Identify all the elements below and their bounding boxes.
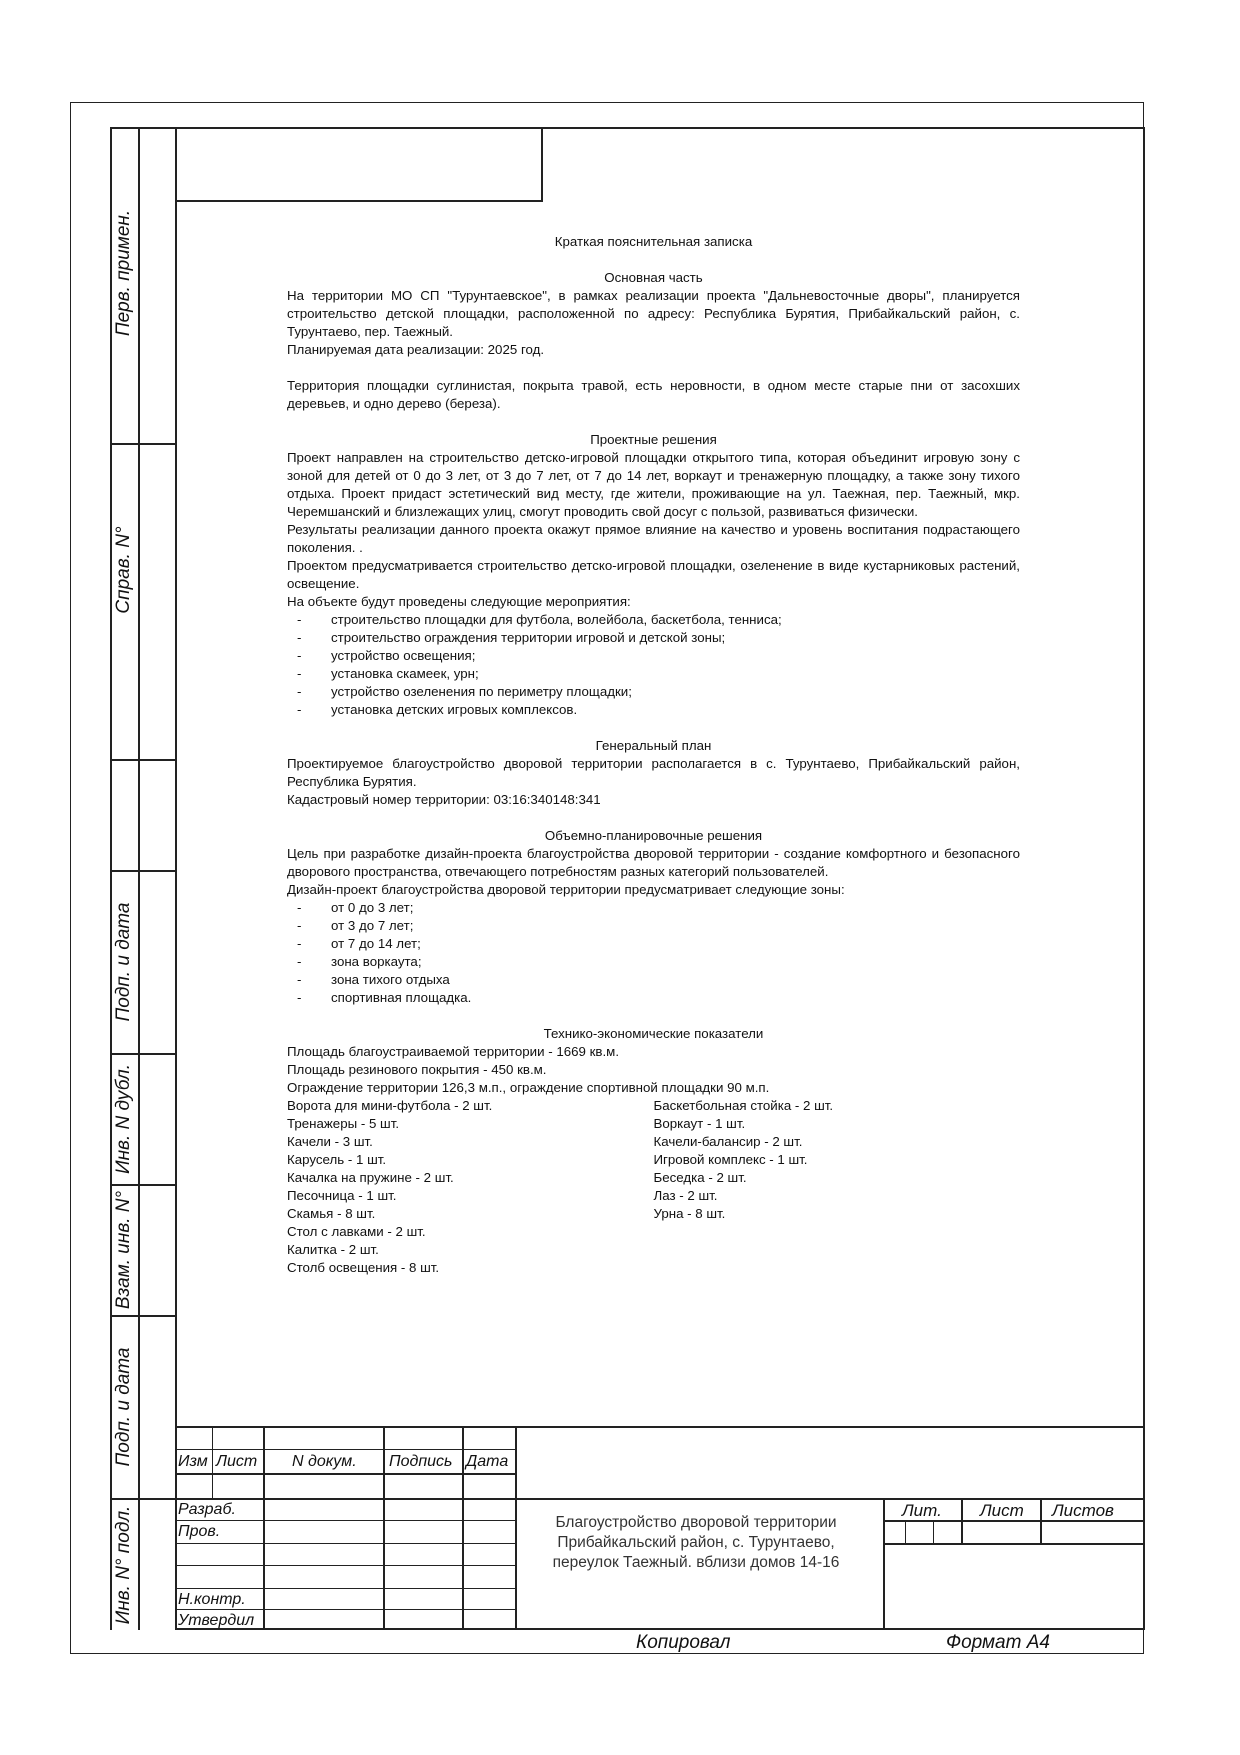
stamp-col-line [883, 1498, 885, 1630]
stamp-col-line [961, 1498, 963, 1544]
equipment-item: Песочница - 1 шт. [287, 1188, 397, 1203]
paragraph: Цель при разработке дизайн-проекта благоустройства дворовой территории - создание комфортного и безопасного дворового пространства, отвечающего потребностям разных категорий пользователей. [287, 846, 1020, 879]
list-item: - зона тихого отдыха [287, 971, 1020, 989]
document-title: Краткая пояснительная записка [554, 234, 753, 249]
stamp-title-line: переулок Таежный. вблизи домов 14-16 [552, 1554, 840, 1571]
stamp-sheet: Лист [980, 1501, 1024, 1520]
stamp-lit: Лит. [902, 1501, 942, 1520]
stamp-title-line: Прибайкальский район, с. Турунтаево, [557, 1534, 835, 1551]
section-heading: Основная часть [604, 270, 703, 285]
list-item: - устройство освещения; [287, 647, 1020, 665]
stamp-col-line [212, 1426, 213, 1498]
section-heading: Проектные решения [590, 432, 717, 447]
equipment-item: Ворота для мини-футбола - 2 шт. [287, 1098, 493, 1113]
stamp-razrab: Разраб. [178, 1501, 236, 1518]
equipment-item: Качели - 3 шт. [287, 1134, 373, 1149]
list-item: - строительство ограждения территории игровой и детской зоны; [287, 629, 1020, 647]
equipment-columns [287, 1097, 1020, 1277]
measures-list [287, 611, 1020, 719]
equipment-item: Карусель - 1 шт. [287, 1152, 387, 1167]
paragraph: На территории МО СП "Турунтаевское", в рамках реализации проекта "Дальневосточные дворы", планируется строительство детской площадки, расположенной по адресу: Республика Бурятия, Прибайкальский район, с. Турунтаево, пер. Таежный. [287, 288, 1020, 339]
stamp-col-line [1040, 1498, 1042, 1544]
section-heading: Генеральный план [595, 738, 712, 753]
top-left-box [175, 127, 543, 202]
stamp-n-kontr: Н.контр. [178, 1591, 246, 1608]
stamp-kopiroval: Копировал [636, 1632, 731, 1653]
equipment-item: Беседка - 2 шт. [653, 1170, 747, 1185]
paragraph: Ограждение территории 126,3 м.п., ограждение спортивной площадки 90 м.п. [287, 1080, 770, 1095]
side-strip-line-b [138, 127, 140, 1630]
equipment-item: Стол с лавками - 2 шт. [287, 1224, 426, 1239]
equipment-item: Качалка на пружине - 2 шт. [287, 1170, 454, 1185]
stamp-row-line [175, 1449, 517, 1450]
stamp-utverdil: Утвердил [178, 1612, 255, 1629]
equipment-item: Игровой комплекс - 1 шт. [653, 1152, 808, 1167]
paragraph: Проект направлен на строительство детско-игровой площадки открытого типа, которая объединит игровую зону с зоной для детей от 0 до 3 лет, от 3 до 7 лет, от 7 до 14 лет, воркаут и тренажерную площадку, а также зону тихого отдыха. Проект придаст эстетический вид месту, где жители, проживающие на ул. Таежная, пер. Таежный, мкр. Черемшанский и близлежащих улиц, смогут проводить свой досуг с пользой, развиваться физически. [287, 450, 1020, 519]
paragraph: Площадь благоустраиваемой территории - 1669 кв.м. [287, 1044, 620, 1059]
paragraph: Дизайн-проект благоустройства дворовой территории предусматривает следующие зоны: [287, 882, 845, 897]
equipment-left-column [287, 1097, 654, 1277]
zones-list [287, 899, 1020, 1007]
list-item: - от 3 до 7 лет; [287, 917, 1020, 935]
side-strip-divider-3 [110, 870, 176, 872]
stamp-top-line [175, 1426, 1145, 1428]
list-item: - от 7 до 14 лет; [287, 935, 1020, 953]
paragraph: Планируемая дата реализации: 2025 год. [287, 342, 545, 357]
stamp-format: Формат А4 [946, 1632, 1050, 1653]
side-label-sprav-no: Справ. N° [113, 526, 134, 614]
list-item: - строительство площадки для футбола, волейбола, баскетбола, тенниса; [287, 611, 1020, 629]
stamp-prov: Пров. [178, 1523, 221, 1540]
equipment-item: Калитка - 2 шт. [287, 1242, 379, 1257]
paragraph: На объекте будут проведены следующие мероприятия: [287, 594, 631, 609]
stamp-sheets: Листов [1052, 1501, 1114, 1520]
side-label-vzam-inv: Взам. инв. N° [113, 1190, 134, 1310]
stamp-row-line [175, 1565, 517, 1566]
equipment-item: Скамья - 8 шт. [287, 1206, 376, 1221]
side-strip-divider-1 [110, 443, 176, 445]
stamp-col-line [905, 1520, 906, 1544]
equipment-item: Урна - 8 шт. [653, 1206, 726, 1221]
paragraph: Кадастровый номер территории: 03:16:340148:341 [287, 792, 601, 807]
paragraph: Проектом предусматривается строительство детско-игровой площадки, озеленение в виде кустарниковых растений, освещение. [287, 558, 1020, 591]
side-label-inv-podl: Инв. N° подл. [113, 1505, 134, 1625]
side-label-podp-data-2: Подп. и дата [113, 1347, 134, 1467]
stamp-row-line [175, 1543, 517, 1544]
document-body [287, 233, 1020, 1277]
stamp-title [518, 1513, 874, 1573]
stamp-row-line [175, 1473, 517, 1475]
stamp-col-line [515, 1426, 517, 1630]
section-heading: Технико-экономические показатели [543, 1026, 764, 1041]
stamp-col-line [462, 1426, 464, 1630]
list-item: - зона воркаута; [287, 953, 1020, 971]
list-item: - устройство озеленения по периметру площадки; [287, 683, 1020, 701]
paragraph: Территория площадки суглинистая, покрыта травой, есть неровности, в одном месте старые пни от засохших деревьев, и одно дерево (береза). [287, 378, 1020, 411]
stamp-row-line [175, 1498, 1145, 1500]
stamp-col-line [383, 1426, 385, 1630]
stamp-n-dokum: N докум. [292, 1453, 357, 1470]
stamp-row-line [175, 1609, 517, 1610]
side-label-podp-data-1: Подп. и дата [113, 902, 134, 1022]
list-item: - от 0 до 3 лет; [287, 899, 1020, 917]
section-heading: Объемно-планировочные решения [544, 828, 763, 843]
equipment-item: Лаз - 2 шт. [653, 1188, 718, 1203]
side-label-perv-primen: Перв. примен. [113, 209, 134, 337]
stamp-title-line: Благоустройство дворовой территории [555, 1514, 837, 1531]
list-item: - установка скамеек, урн; [287, 665, 1020, 683]
stamp-podpis: Подпись [389, 1453, 453, 1470]
stamp-row-line [175, 1520, 517, 1521]
equipment-right-column [654, 1097, 1021, 1277]
stamp-col-line [933, 1520, 934, 1544]
stamp-list: Лист [216, 1453, 258, 1470]
equipment-item: Качели-балансир - 2 шт. [653, 1134, 803, 1149]
side-label-inv-dubl: Инв. N дубл. [113, 1064, 134, 1174]
stamp-izm: Изм [178, 1453, 208, 1470]
paragraph: Площадь резинового покрытия - 450 кв.м. [287, 1062, 547, 1077]
side-strip-top [110, 127, 176, 129]
stamp-data: Дата [466, 1453, 509, 1470]
equipment-item: Воркаут - 1 шт. [653, 1116, 746, 1131]
stamp-col-line [263, 1426, 265, 1630]
list-item: - установка детских игровых комплексов. [287, 701, 1020, 719]
side-strip-line-a [110, 127, 112, 1630]
list-item: - спортивная площадка. [287, 989, 1020, 1007]
paragraph: Результаты реализации данного проекта окажут прямое влияние на качество и уровень воспитания подрастающего поколения. . [287, 522, 1020, 555]
stamp-row-line [883, 1543, 1145, 1545]
equipment-item: Столб освещения - 8 шт. [287, 1260, 440, 1275]
equipment-item: Баскетбольная стойка - 2 шт. [653, 1098, 834, 1113]
paragraph: Проектируемое благоустройство дворовой территории располагается в с. Турунтаево, Прибайкальский район, Республика Бурятия. [287, 756, 1020, 789]
equipment-item: Тренажеры - 5 шт. [287, 1116, 400, 1131]
stamp-row-line [175, 1588, 517, 1589]
side-strip-divider-2 [110, 759, 176, 761]
